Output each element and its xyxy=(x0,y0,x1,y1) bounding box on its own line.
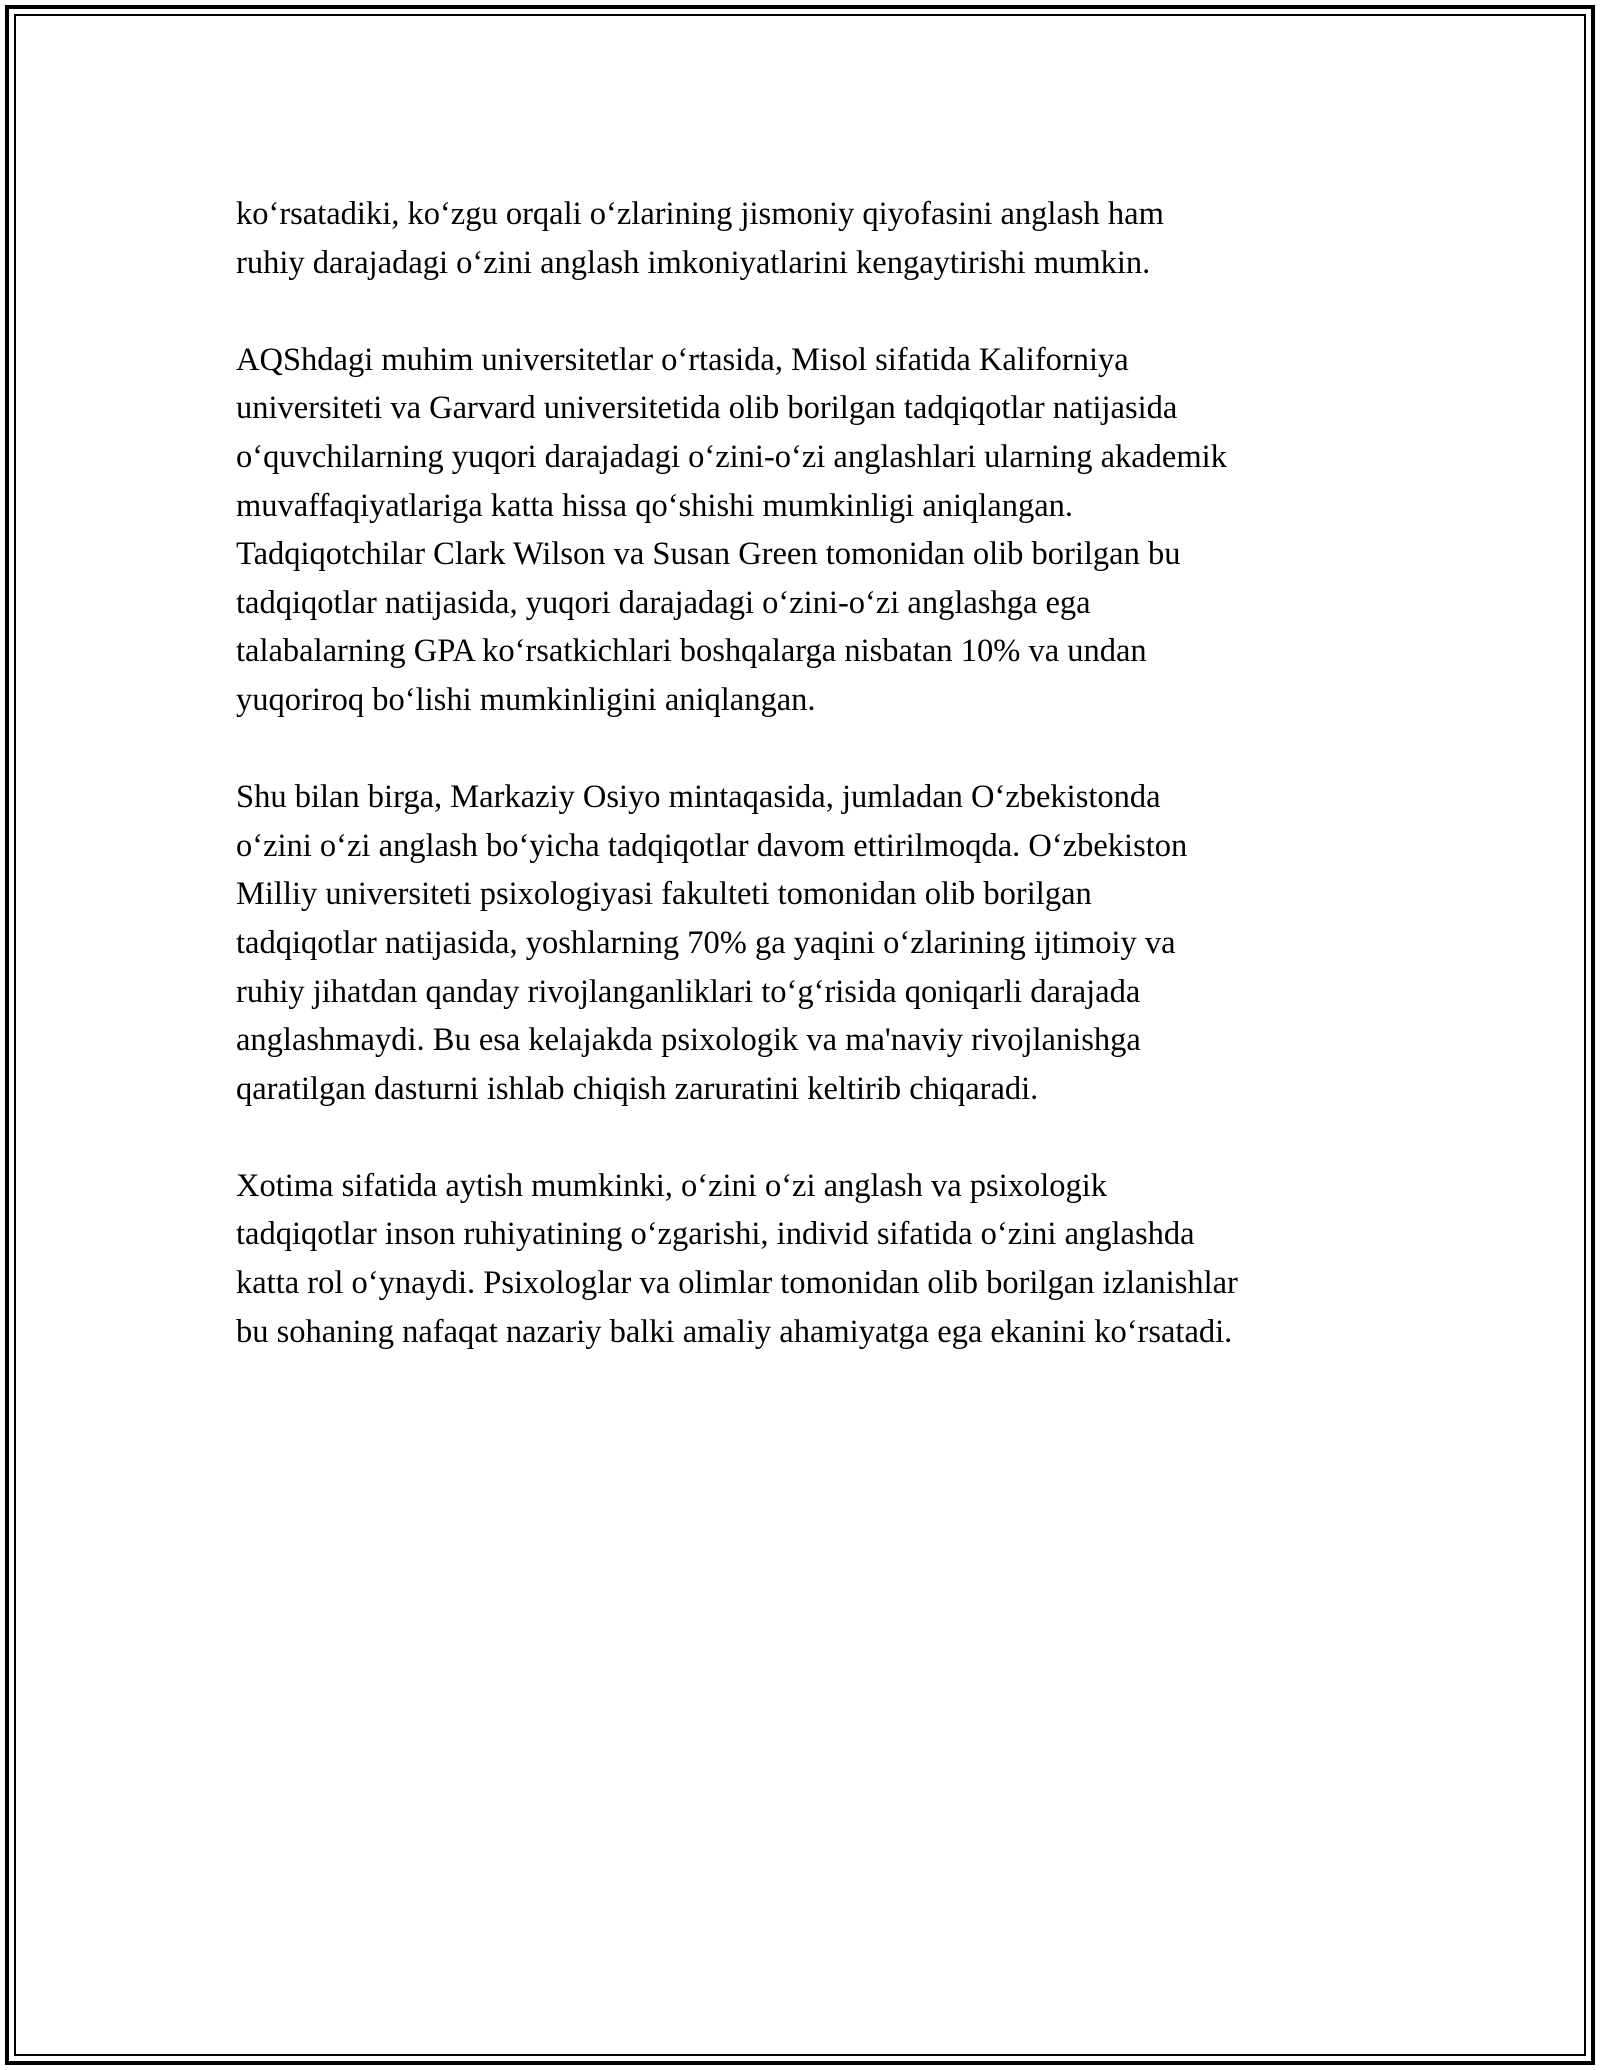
document-body xyxy=(236,190,1396,1405)
paragraph-1 xyxy=(236,190,1396,287)
text-line: universiteti va Garvard universitetida olib borilgan tadqiqotlar natijasida xyxy=(236,390,1178,427)
text-line: qaratilgan dasturni ishlab chiqish zaruratini keltirib chiqaradi. xyxy=(236,1070,1039,1107)
text-line: Milliy universiteti psixologiyasi fakulteti tomonidan olib borilgan xyxy=(236,876,1092,913)
text-line: Xotima sifatida aytish mumkinki, o‘zini o‘zi anglash va psixologik xyxy=(236,1167,1108,1204)
text-line: ko‘rsatadiki, ko‘zgu orqali o‘zlarining jismoniy qiyofasini anglash ham xyxy=(236,196,1164,232)
text-line: talabalarning GPA ko‘rsatkichlari boshqalarga nisbatan 10% va undan xyxy=(236,633,1147,670)
text-line: o‘quvchilarning yuqori darajadagi o‘zini-o‘zi anglashlari ularning akademik xyxy=(236,438,1227,475)
paragraph-2 xyxy=(236,336,1396,725)
paragraph-3 xyxy=(236,773,1396,1113)
text-line: anglashmaydi. Bu esa kelajakda psixologik va ma'naviy rivojlanishga xyxy=(236,1022,1141,1059)
text-line: tadqiqotlar natijasida, yoshlarning 70% ga yaqini o‘zlarining ijtimoiy va xyxy=(236,924,1176,961)
text-line: muvaffaqiyatlariga katta hissa qo‘shishi mumkinligi aniqlangan. xyxy=(236,487,1074,524)
text-line: ruhiy jihatdan qanday rivojlanganliklari to‘g‘risida qoniqarli darajada xyxy=(236,973,1141,1010)
text-line: o‘zini o‘zi anglash bo‘yicha tadqiqotlar davom ettirilmoqda. O‘zbekiston xyxy=(236,827,1188,864)
paragraph-4 xyxy=(236,1162,1396,1356)
text-line: bu sohaning nafaqat nazariy balki amaliy ahamiyatga ega ekanini ko‘rsatadi. xyxy=(236,1313,1233,1350)
text-line: ruhiy darajadagi o‘zini anglash imkoniyatlarini kengaytirishi mumkin. xyxy=(236,244,1151,281)
text-line: AQShdagi muhim universitetlar o‘rtasida, Misol sifatida Kaliforniya xyxy=(236,341,1129,378)
text-line: Shu bilan birga, Markaziy Osiyo mintaqasida, jumladan O‘zbekistonda xyxy=(236,779,1161,816)
text-line: tadqiqotlar natijasida, yuqori darajadagi o‘zini-o‘zi anglashga ega xyxy=(236,584,1091,621)
text-line: katta rol o‘ynaydi. Psixologlar va olimlar tomonidan olib borilgan izlanishlar xyxy=(236,1265,1238,1302)
text-line: yuqoriroq bo‘lishi mumkinligini aniqlangan. xyxy=(236,681,816,718)
text-line: tadqiqotlar inson ruhiyatining o‘zgarishi, individ sifatida o‘zini anglashda xyxy=(236,1216,1195,1253)
text-line: Tadqiqotchilar Clark Wilson va Susan Green tomonidan olib borilgan bu xyxy=(236,536,1181,573)
